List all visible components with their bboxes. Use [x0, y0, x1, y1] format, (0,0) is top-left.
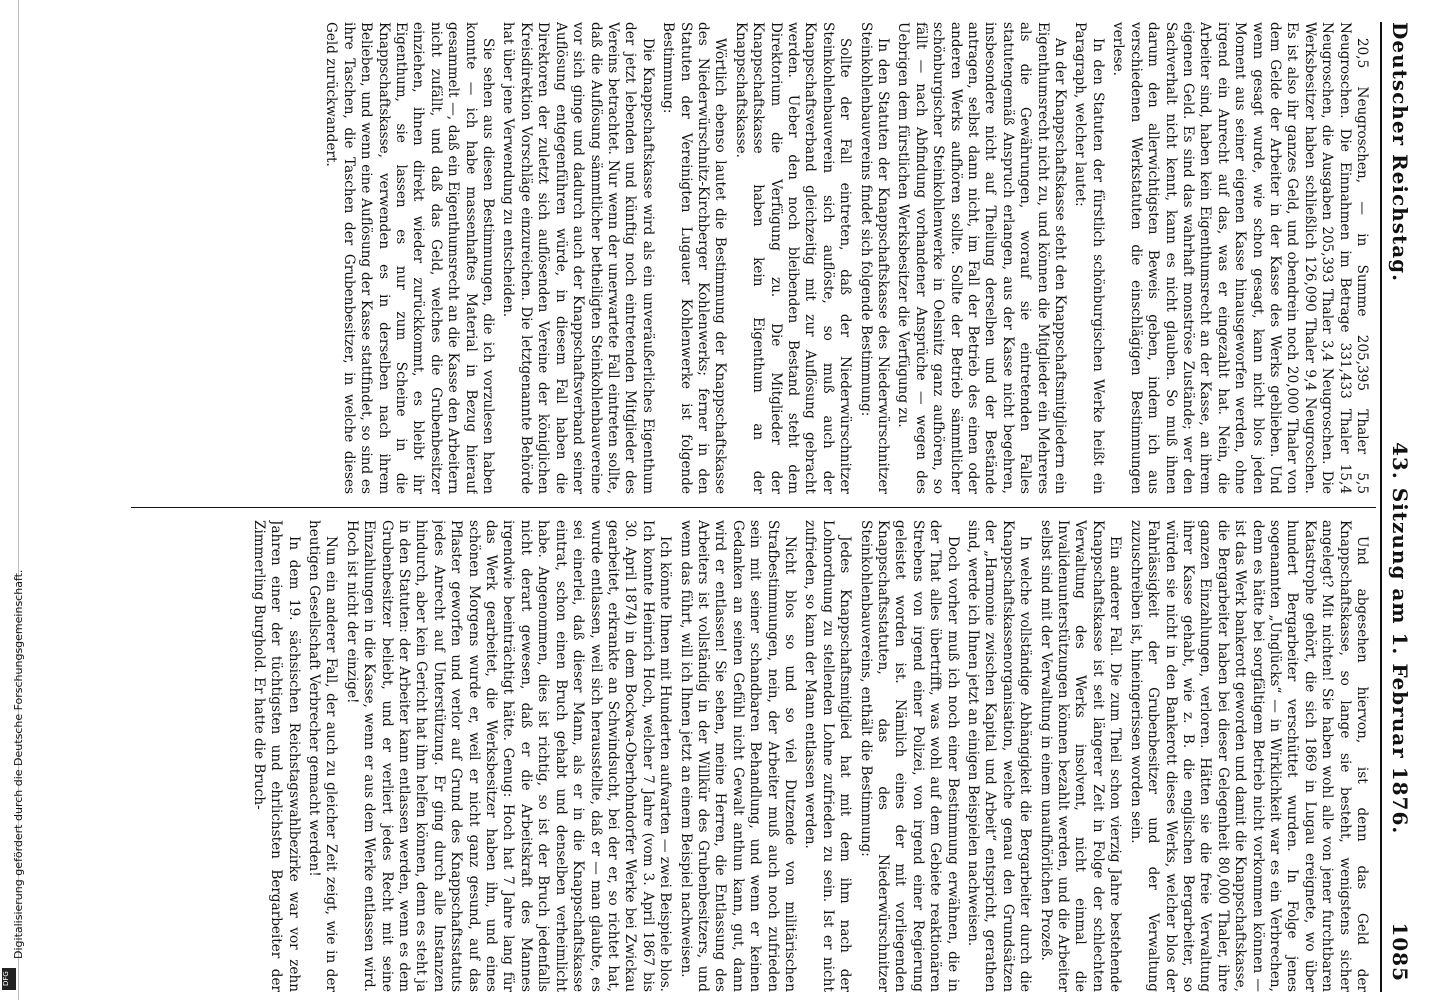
paragraph: In den Statuten der Knappschaftskasse des Niederwürschnitzer Steinkohlenbauvereins findet sich folgende Bestimmung:	[857, 22, 892, 494]
paragraph: Nun ein anderer Fall, der auch zu gleicher Zeit zeigt, wie in der heutigen Gesellschaft Verbrecher gemacht werden!	[306, 520, 340, 992]
page-header	[1380, 22, 1416, 992]
paragraph: Wörtlich ebenso lautet die Bestimmung der Knappschaftskasse des Niederwürschnitz-Kirchberger Kohlenwerks; ferner in den Statuten der Vereinigten Lugauer Kohlenwerke ist folgende Bestimmung:	[660, 22, 729, 494]
paragraph: Ich könnte Ihnen mit Hunderten aufwarten — zwei Beispiele blos. Ich konnte Heinrich Hoch, welcher 7 Jahre (vom 3. April 1867 bis 30. April 1874) in dem Bockwa-Oberhohndorfer Werke bei Zwickau gearbeitet, erkrankte an Schwindsucht, bei der er, so richtet hat, wurde entlassen, weil sich herausstellte, daß er — man glaubte, es sei einerlei, daß dieser Mann, als er in die Knappschaftskasse eintrat, schon einen Bruch gehabt und denselben verheimlicht habe. Angenommen, dies ist richtig, so ist der Bruch jedenfalls nicht derart gewesen, daß er die Arbeitskraft des Mannes irgendwie beeinträchtigt hätte. Genug: Hoch hat 7 Jahre lang für das Werk gearbeitet, die Werksbesitzer haben ihn, und eines schönen Morgens wurde er, weil er nicht ganz gesund, auf das Pflaster geworfen und verlor auf Grund des Knappschaftsstatuts jedes Anrecht auf Unterstützung. Er ging durch alle Instanzen hindurch, aber kein Gericht hat ihm helfen können, denn es steht ja in den Statuten: der Arbeiter kann entlassen werden, wenn es dem Grubenbesitzer beliebt, und er verliert jedes Recht mit seine Einzahlungen in die Kasse, wenn er aus dem Werke entlassen wird. Hoch ist nicht der einzige!	[343, 520, 674, 992]
paragraph: Sollte der Fall eintreten, daß der Niederwürschnitzer Steinkohlenbauverein sich auflöste, so muß auch der Knappschaftsverband gleichzeitig mit zur Auflösung gebracht werden. Ueber den noch bleibenden Bestand steht dem Direktorium die Verfügung zu. Die Mitglieder der Knappschaftskasse haben kein Eigenthum an der Knappschaftskasse.	[732, 22, 854, 494]
header-title: Deutscher Reichstag.	[1388, 22, 1412, 283]
column-divider	[131, 507, 1376, 508]
footer	[0, 0, 24, 1000]
paragraph: Ein anderer Fall. Die zum Theil schon vierzig Jahre bestehende Knappschaftskasse ist seit längerer Zeit in Folge der schlechten Verwaltung des Werks insolvent, nicht einmal die Invalidenunterstützungen können bezahlt werden, und die Arbeiter selbst sind mit der Verwaltung in einem unaufhörlichen Prozeß.	[1037, 520, 1124, 992]
paragraph: Sie sehen aus diesen Bestimmungen, die ich vorzulesen haben konnte — ich habe massenhaftes Material in Bezug hierauf gesammelt —, daß ein Eigenthumsrecht an die Kasse den Arbeitern nicht zufällt, und daß das Geld, welches die Grubenbesitzer einziehen, ihnen direkt wieder zurückkommt, es bleibt ihr Eigenthum, sie lassen es nur zum Scheine in die Knappschaftskasse, verwenden es in derselben nach ihrem Belieben, und wenn eine Auflösung der Kasse stattfindet, so sind es ihre Taschen, die Taschen der Grubenbesitzer, in welche dieses Geld zurückwandert.	[323, 22, 497, 494]
paragraph: Und abgesehen hiervon, ist denn das Geld der Knappschaftskasse, so lange sie besteht, wenigstens sicher angelegt? Mit nichten! Sie haben wohl alle von jener furchtbaren Katastrophe gehört, die sich 1869 in Lugau ereignete, wo über hundert Bergarbeiter verschüttet wurden. In Folge jenes sogenannten „Unglücks“ — in Wirklichkeit war es ein Verbrechen, denn es hätte bei sorgfältigem Betrieb nicht vorkommen können — ist das Werk bankerott geworden und damit die Knappschaftskasse, die Bergarbeiter haben bei dieser Gelegenheit 80,000 Thaler, ihre ganzen Einzahlungen, verloren. Hätten sie die freie Verwaltung ihrer Kasse gehabt, wie z. B. die englischen Bergarbeiter, so würden sie nicht in den Bankerott dieses Werks, welcher blos der Fahrlässigkeit der Grubenbesitzer und der Verwaltung zuzuschreiben ist, hineingerissen worden sein.	[1127, 520, 1370, 992]
paragraph: An der Knappschaftskasse steht den Knappschaftsmitgliedern ein Eigenthumsrecht nicht zu, und können die Mitglieder ein Mehreres als die Gewährungen, worauf sie eintretenden Falles statutengemäß Anspruch erlangen, aus der Kasse nicht begehren, insbesondere nicht auf Theilung derselben und der Bestände antragen, selbst dann nicht, im Fall der Betrieb des einen oder anderen Werks aufhören sollte. Sollte der Betrieb sämmtlicher schönburgischer Steinkohlenwerke in Oelsnitz ganz aufhören, so fällt — nach Abfindung vorhandener Ansprüche — wegen des Uebrigen dem fürstlichen Werksbesitzer die Verfügung zu.	[895, 22, 1069, 494]
rotated-page	[116, 22, 1416, 992]
paragraph: In dem 19. sächsischen Reichstagswahlbezirke war vor zehn Jahren einer der tüchtigsten und ehrlichsten Bergarbeiter der Zimmerling Burghold. Er hatte die Bruch-	[250, 520, 302, 992]
right-column	[130, 520, 1370, 992]
footer-credit: Digitalisierung gefördert durch die Deutsche Forschungsgemeinschaft.	[12, 569, 25, 959]
left-column	[130, 22, 1370, 494]
dfg-logo-text: DFG	[2, 971, 10, 986]
paragraph: Jedes Knappschaftsmitglied hat mit dem ihm nach der Lohnordnung zu stellenden Lohne zufrieden zu sein. Ist er nicht zufrieden, so kann der Mann entlassen werden.	[802, 520, 854, 992]
dfg-logo-icon	[2, 968, 16, 990]
paragraph: Doch vorher muß ich noch einer Bestimmung erwähnen, die in der That alles übertrifft, was wohl auf dem Gebiete reaktionären Strebens von irgend einer Polizei, von irgend einer Regierung geleistet worden ist. Nämlich eines der mit vorliegenden Knappschaftsstatuten, das des Niederwürschnitzer Steinkohlenbauvereins, enthält die Bestimmung:	[857, 520, 961, 992]
paragraph: In den Statuten der fürstlich schönburgischen Werke heißt ein Paragraph, welcher lautet:	[1072, 22, 1106, 494]
paragraph: 20,5 Neugroschen, — in Summe 205,395 Thaler 5,5 Neugroschen. Die Einnahmen im Betrage 331,433 Thaler 15,4 Neugroschen, die Ausgaben 205,393 Thaler 3,4 Neugroschen. Die Werksbesitzer haben schließlich 126,090 Thaler 9,4 Neugroschen. Es ist also ihr ganzes Geld, und obendrein noch 20,000 Thaler von dem Gelde der Arbeiter in der Kasse des Werks geblieben. Und wenn gesagt wurde, wie schon gesagt, kann nicht blos jeden Moment aus seiner eigenen Kasse hinausgeworfen werden, ohne irgend ein Anrecht auf das, was er eingezahlt hat. Nein, die Arbeiter sind, haben kein Eigenthumsrecht an der Kasse, an ihrem eigenen Geld. Es sind das wahrhaft monströse Zustände; wer den Sachverhalt nicht kennt, kann es nicht glauben. So muß ihnen darum den allerwichtigsten Beweis geben, indem ich aus verschiedenen Werkstatuten die einschlägigen Bestimmungen verlese.	[1110, 22, 1370, 494]
header-page-number: 1085	[1388, 922, 1412, 982]
paragraph: Die Knappschaftskasse wird als ein unveräußerliches Eigenthum der jetzt lebenden und künftig noch eintretenden Mitglieder des Vereins betrachtet. Nur wenn der unerwartete Fall eintreten sollte, daß die Auflösung sämmtlicher betheiligten Steinkohlenbauvereine vor sich ginge und dadurch auch der Knappschaftsverband seiner Auflösung entgegenführen würde, in diesem Fall haben die Direktoren der zuletzt sich auflösenden Vereine der königlichen Kreisdirektion Vorschläge einzureichen. Die letztgenannte Behörde hat über jene Verwendung zu entscheiden.	[500, 22, 656, 494]
paragraph: In welche vollständige Abhängigkeit die Bergarbeiter durch die Knappschaftskassenorganisation, welche genau den Grundsätzen der „Harmonie zwischen Kapital und Arbeit“ entspricht, gerathen sind, werde ich Ihnen jetzt an einigen Beispielen nachweisen.	[965, 520, 1034, 992]
paragraph: Nicht blos so und so viel Dutzende von militärischen Strafbestimmungen, nein, der Arbeiter muß auch noch zufrieden sein mit seiner schandbaren Behandlung, und wenn er keinen Gedanken an seinen Gefühl nicht Gewalt anthun kann, gut, dann wird er entlassen! Sie sehen, meine Herren, die Entlassung des Arbeiters ist vollständig in der Willkür des Grubenbesitzers, und wenn das führt, will ich Ihnen jetzt an einem Beispiel nachweisen.	[677, 520, 798, 992]
header-session: 43. Sitzung am 1. Februar 1876.	[1388, 442, 1412, 835]
